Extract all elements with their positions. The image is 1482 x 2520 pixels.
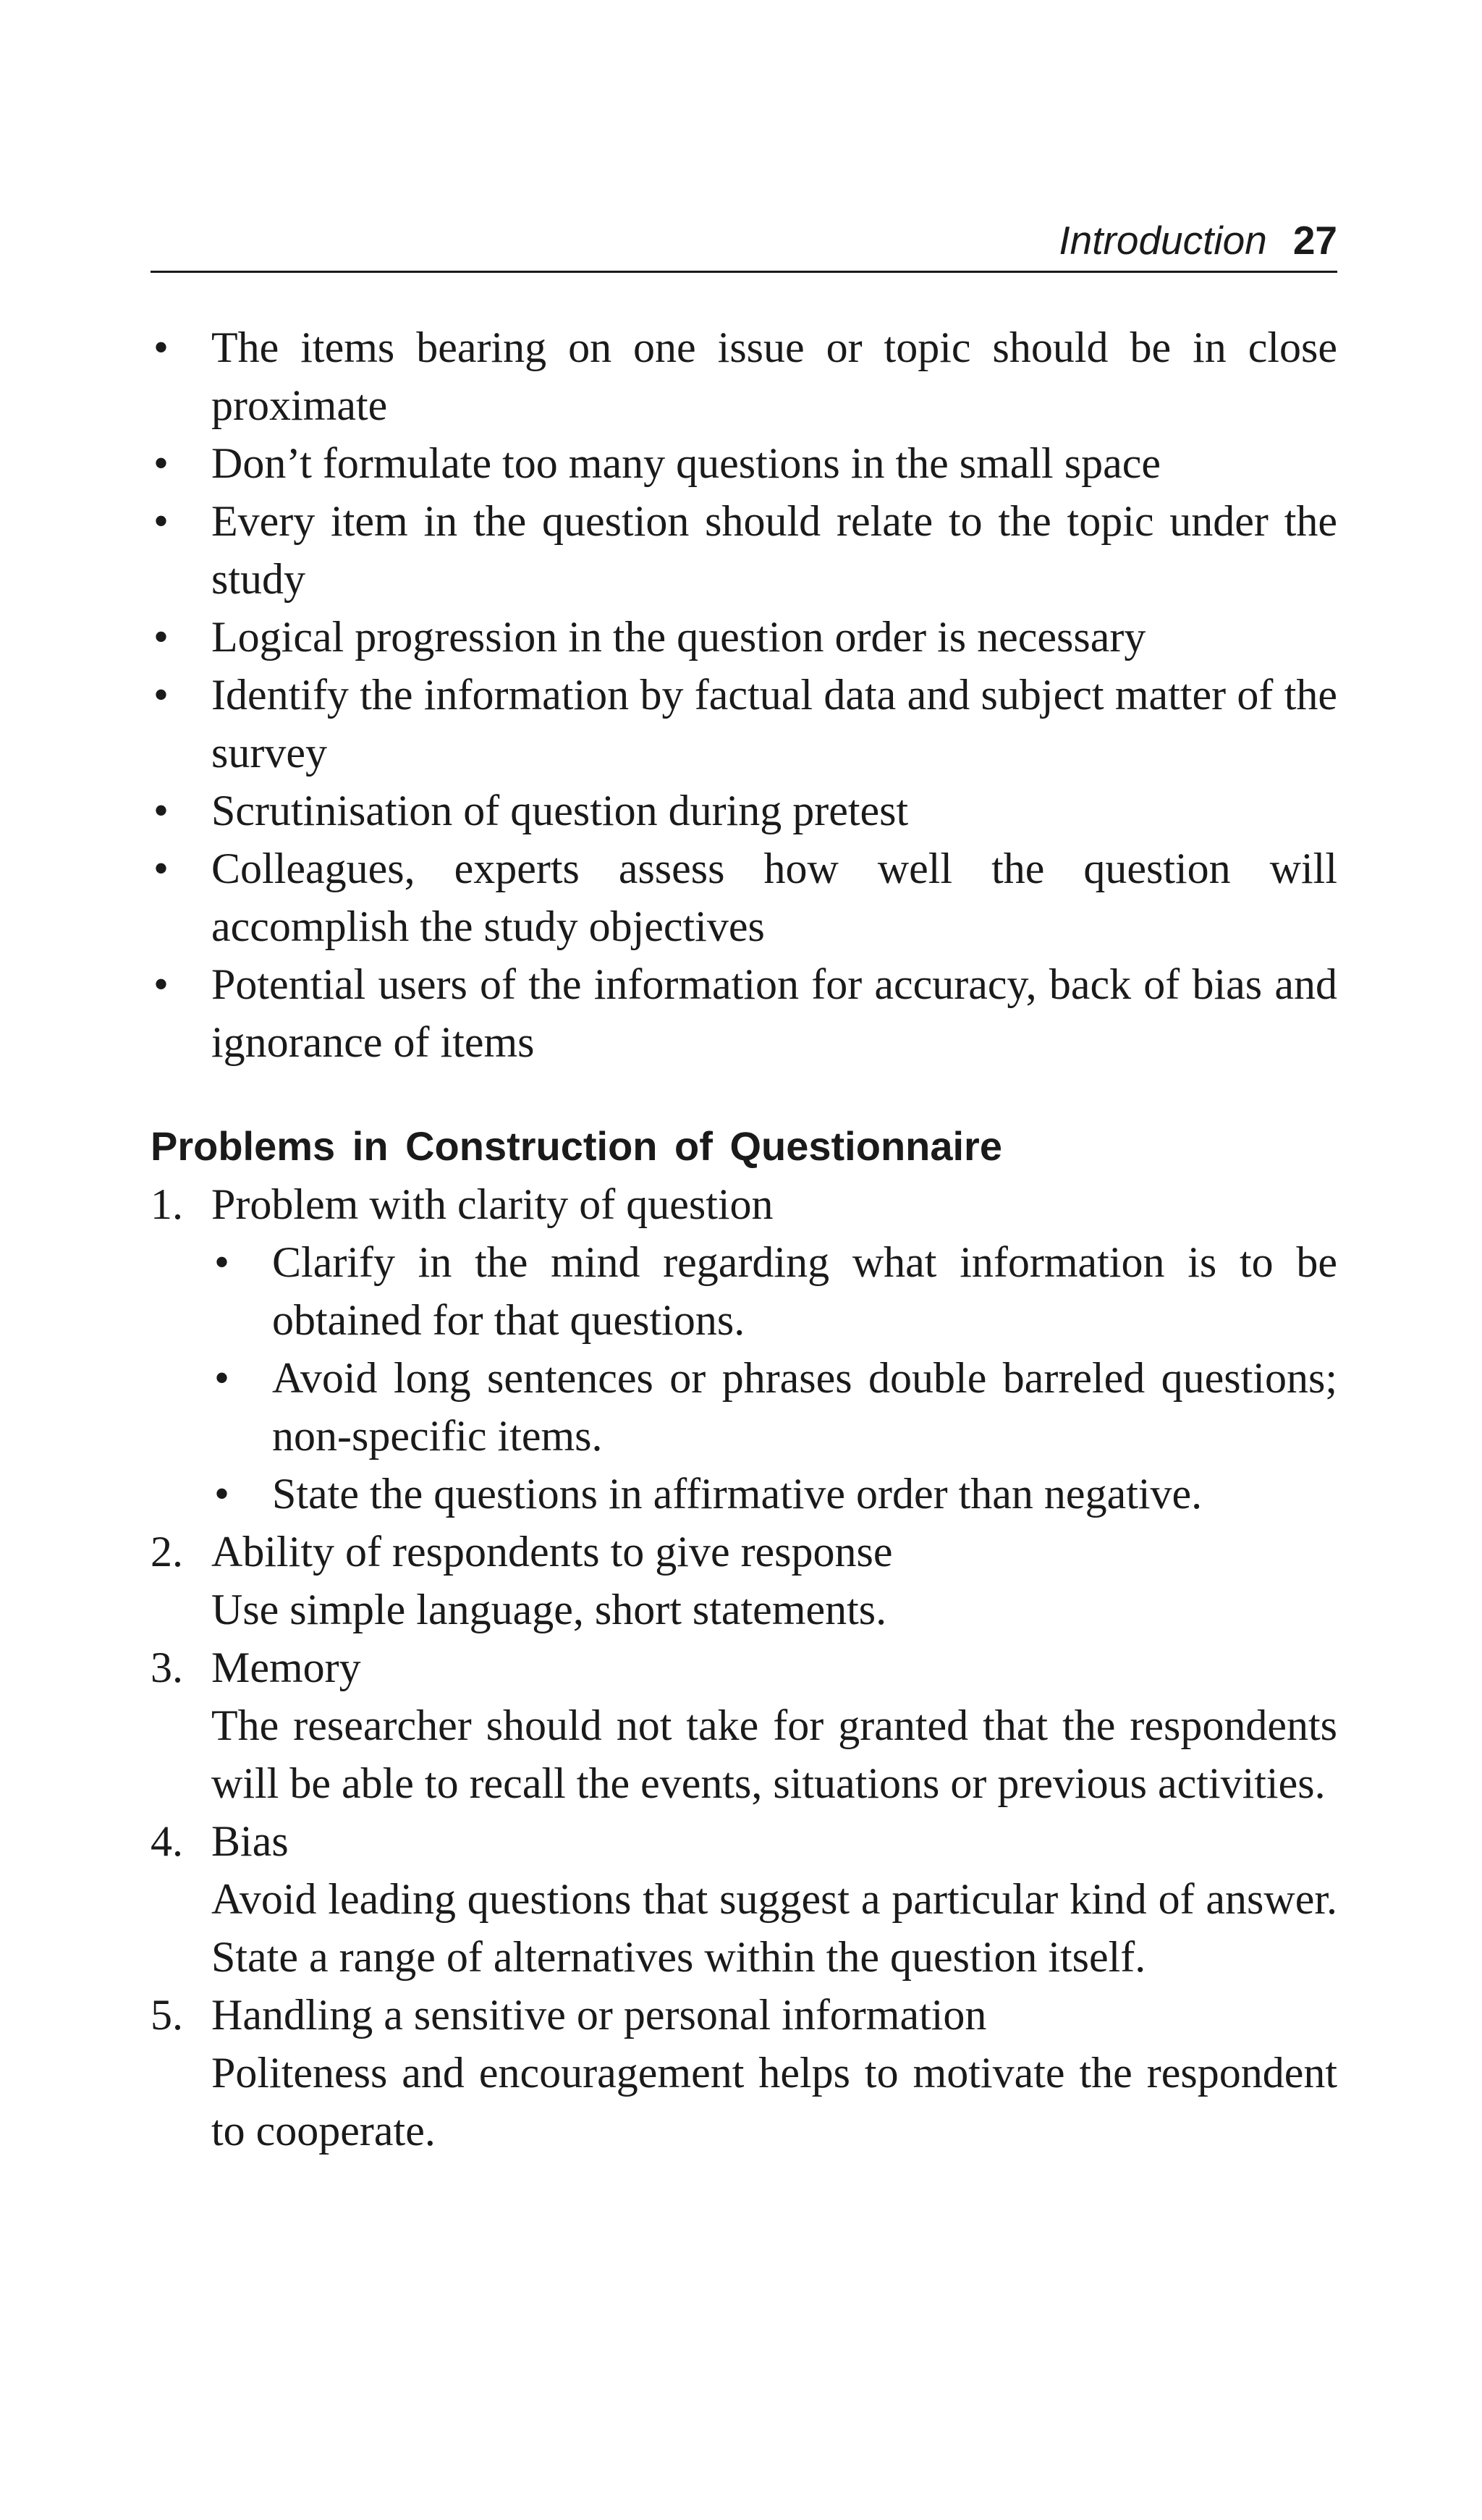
page-body bbox=[151, 318, 1337, 2160]
list-item: • The items bearing on one issue or topic should be in close proximate bbox=[151, 318, 1337, 434]
problem-item bbox=[151, 1523, 1337, 1639]
problems-list bbox=[151, 1175, 1337, 2160]
item-title: Handling a sensitive or personal information bbox=[211, 1991, 987, 2039]
sub-list-item: • Clarify in the mind regarding what information is to be obtained for that questions. bbox=[211, 1233, 1337, 1349]
problem-item bbox=[151, 1639, 1337, 1812]
item-description: Avoid leading questions that suggest a particular kind of answer. State a range of alternatives within the question itself. bbox=[211, 1875, 1337, 1981]
sub-list-item: • Avoid long sentences or phrases double barreled questions; non-specific items. bbox=[211, 1349, 1337, 1465]
item-number: 2. bbox=[151, 1528, 183, 1576]
page-number: 27 bbox=[1292, 218, 1337, 263]
item-title: Memory bbox=[211, 1644, 361, 1691]
guideline-list bbox=[151, 318, 1337, 1071]
section-heading: Problems in Construction of Questionnaire bbox=[151, 1123, 1002, 1169]
item-number: 4. bbox=[151, 1817, 183, 1865]
sub-bullet-list bbox=[211, 1233, 1337, 1523]
list-item: • Scrutinisation of question during pretest bbox=[151, 782, 1337, 840]
list-item: • Don’t formulate too many questions in the small space bbox=[151, 434, 1337, 492]
list-item: • Colleagues, experts assess how well the question will accomplish the study objectives bbox=[151, 840, 1337, 955]
item-description: The researcher should not take for granted that the respondents will be able to recall the events, situations or previous activities. bbox=[211, 1701, 1337, 1807]
header-rule bbox=[151, 271, 1337, 273]
sub-list-item: • State the questions in affirmative order than negative. bbox=[211, 1465, 1337, 1523]
item-description: Politeness and encouragement helps to motivate the respondent to cooperate. bbox=[211, 2049, 1337, 2155]
item-description: Use simple language, short statements. bbox=[211, 1586, 887, 1633]
list-item: • Identify the information by factual data and subject matter of the survey bbox=[151, 666, 1337, 782]
list-item: • Every item in the question should relate to the topic under the study bbox=[151, 492, 1337, 608]
running-head bbox=[151, 214, 1337, 266]
item-number: 3. bbox=[151, 1644, 183, 1691]
item-title: Bias bbox=[211, 1817, 289, 1865]
section-title: Introduction bbox=[1059, 218, 1267, 263]
item-number: 1. bbox=[151, 1180, 183, 1228]
problem-item bbox=[151, 1175, 1337, 1523]
item-title: Ability of respondents to give response bbox=[211, 1528, 893, 1576]
problem-item bbox=[151, 1986, 1337, 2160]
list-item: • Potential users of the information for accuracy, back of bias and ignorance of items bbox=[151, 955, 1337, 1071]
item-title: Problem with clarity of question bbox=[211, 1180, 774, 1228]
list-item: • Logical progression in the question order is necessary bbox=[151, 608, 1337, 666]
problem-item bbox=[151, 1812, 1337, 1986]
item-number: 5. bbox=[151, 1991, 183, 2039]
